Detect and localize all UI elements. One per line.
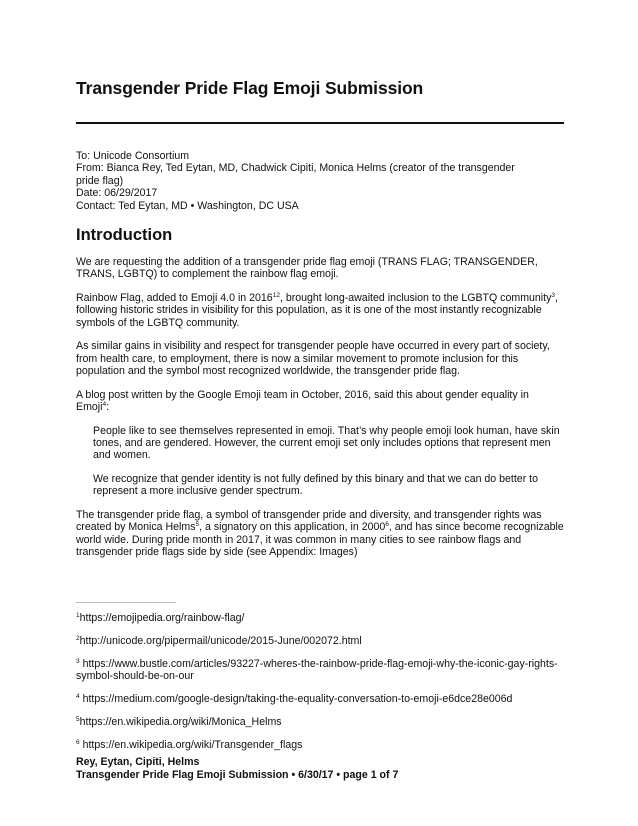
footnote-link[interactable]: https://en.wikipedia.org/wiki/Monica_Helms: [79, 715, 282, 728]
text-run: The transgender pride flag, a symbol of transgender pride and diversity, and transgender rights was created by Monica Helms: [76, 508, 542, 534]
footnote: [76, 635, 564, 647]
memo-header: [76, 150, 564, 212]
paragraph: [76, 292, 564, 329]
footnote-ref[interactable]: 4: [102, 401, 107, 409]
footnote-ref[interactable]: 12: [272, 291, 280, 299]
footnote-ref[interactable]: 6: [385, 521, 389, 529]
footnote-divider: [76, 602, 176, 603]
footer-page-info: Transgender Pride Flag Emoji Submission • 6/30/17 • page 1 of 7: [76, 768, 399, 781]
footnote-number: 6: [76, 738, 80, 746]
text-run: A blog post written by the Google Emoji team in October, 2016, said this about gender equality in Emoji: [76, 388, 529, 414]
text-run: :: [106, 401, 110, 414]
text-run: , following historic strides in visibility for this population, as it is one of the most instantly recognizable symbols of the LGBTQ community.: [76, 291, 558, 329]
footnote-number: 2: [76, 634, 80, 642]
section-heading-introduction: Introduction: [76, 226, 173, 244]
footnote-number: 1: [76, 612, 80, 619]
footnote-ref[interactable]: 3: [551, 291, 556, 299]
footnote: [76, 658, 564, 683]
footnote-link[interactable]: https://emojipedia.org/rainbow-flag/: [79, 612, 245, 624]
footnote: [76, 716, 564, 728]
paragraph: As similar gains in visibility and respect for transgender people have occurred in every part of society, from health care, to employment, there is now a similar movement to promote inclusion for this population and the symbol most recognized worldwide, the transgender pride flag.: [76, 340, 550, 378]
introduction-body: [76, 256, 564, 570]
contact-line: Contact: Ted Eytan, MD • Washington, DC USA: [76, 199, 299, 212]
footnote-link[interactable]: https://medium.com/google-design/taking-the-equality-conversation-to-emoji-e6dce28e006d: [79, 692, 513, 705]
footnote-number: 5: [76, 715, 80, 723]
from-line-cont: pride flag): [76, 174, 124, 187]
footnote-link[interactable]: https://www.bustle.com/articles/93227-wheres-the-rainbow-pride-flag-emoji-why-the-iconic-gay-rights-symbol-should-be-on-our: [76, 657, 558, 683]
page-footer: [76, 756, 564, 781]
page-title: Transgender Pride Flag Emoji Submission: [76, 78, 424, 98]
paragraph: [76, 389, 564, 414]
block-quote: We recognize that gender identity is not fully defined by this binary and that we can do better to represent a more inclusive gender spectrum.: [93, 472, 539, 498]
date-line: Date: 06/29/2017: [76, 187, 158, 200]
footnote: [76, 739, 564, 751]
footnote-link[interactable]: http://unicode.org/pipermail/unicode/2015-June/002072.html: [79, 634, 362, 647]
footnotes: [76, 612, 564, 762]
paragraph: We are requesting the addition of a transgender pride flag emoji (TRANS FLAG; TRANSGENDER, TRANS, LGBTQ) to complement the rainbow flag emoji.: [76, 256, 538, 281]
footnote-number: 3: [76, 657, 80, 665]
footer-authors: Rey, Eytan, Cipiti, Helms: [76, 756, 200, 768]
text-run: , and has since become recognizable world wide. During pride month in 2017, it was common in many cities to see rainbow flags and transgender pride flags side by side (see Appendix: Images): [76, 521, 564, 559]
title-divider: [76, 122, 564, 124]
footnote-ref[interactable]: 5: [195, 521, 200, 529]
footnote: [76, 612, 564, 624]
block-quote: People like to see themselves represented in emoji. That’s why people emoji look human, have skin tones, and are gendered. However, the current emoji set only includes options that represent men and women.: [93, 424, 560, 462]
footnote: [76, 693, 564, 705]
paragraph: [76, 509, 564, 559]
footnote-number: 4: [76, 692, 80, 700]
from-line: From: Bianca Rey, Ted Eytan, MD, Chadwick Cipiti, Monica Helms (creator of the transgender: [76, 162, 515, 175]
to-line: To: Unicode Consortium: [76, 150, 190, 162]
text-run: , a signatory on this application, in 2000: [199, 521, 386, 534]
text-run: , brought long-awaited inclusion to the LGBTQ community: [279, 291, 552, 304]
text-run: Rainbow Flag, added to Emoji 4.0 in 2016: [76, 291, 273, 304]
footnote-link[interactable]: https://en.wikipedia.org/wiki/Transgender_flags: [79, 738, 303, 751]
